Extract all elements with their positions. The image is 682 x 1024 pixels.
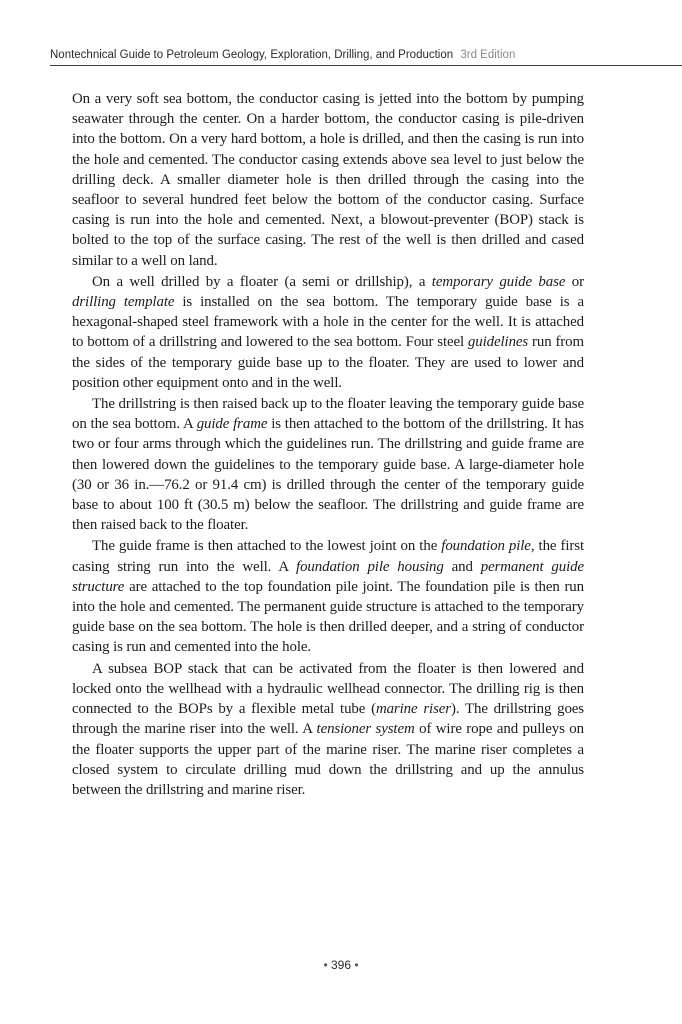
italic-term: guidelines [467,334,529,351]
text-run: On a well drilled by a floater (a semi or drillship), a [92,273,432,290]
text-run: is installed on the sea bottom. The temporary guide base is a hexagonal-shaped steel framework with a hole in the center for the well. It is attached to bottom of a drillstring and lowered to the sea bottom. Four steel [72,294,584,351]
text-run: ). The drillstring goes through the marine riser into the well. A [72,701,584,738]
header-rule [50,65,682,66]
text-run: and [443,558,481,575]
text-run: On a very soft sea bottom, the conductor casing is jetted into the bottom by pumping seawater through the center. On a harder bottom, the conductor casing is pile-driven into the bottom. On a very hard bottom, a hole is drilled, and then the casing is run into the hole and cemented. The conductor casing extends above sea level to just below the drilling deck. A smaller diameter hole is then drilled through the casing into the seafloor to several hundred feet below the bottom of the conductor casing. Surface casing is run into the hole and cemented. Next, a blowout-preventer (BOP) stack is bolted to the top of the surface casing. The rest of the well is then drilled and cased similar to a well on land. [72,91,584,269]
edition-label: 3rd Edition [460,49,516,61]
folio-ornament-right: • [354,958,359,972]
italic-term: guide frame [196,416,268,433]
paragraph [72,272,584,393]
italic-term: foundation pile [441,538,531,555]
book-title: Nontechnical Guide to Petroleum Geology, Exploration, Drilling, and Production [50,49,454,61]
paragraph [72,89,584,271]
folio-ornament-left: • [323,958,328,972]
page-footer [0,958,682,972]
running-header [50,47,682,66]
text-run: are attached to the top foundation pile joint. The foundation pile is then run into the hole and cemented. The permanent guide structure is attached to the temporary guide base on the sea bottom. The hole is then drilled deeper, and a string of conductor casing is run and cemented into the hole. [72,578,584,656]
italic-term: drilling template [72,294,175,311]
text-run: A subsea BOP stack that can be activated from the floater is then lowered and locked onto the wellhead with a hydraulic wellhead connector. The drilling rig is then connected to the BOPs by a flexible metal tube ( [72,660,584,718]
paragraph [72,394,584,535]
text-run: or [565,273,584,290]
italic-term: temporary guide base [431,273,566,290]
text-run: The guide frame is then attached to the lowest joint on the [92,538,442,555]
body-text [72,89,584,801]
italic-term: foundation pile housing [296,558,444,575]
text-run: run from the sides of the temporary guide base up to the floater. They are used to lower and position other equipment onto and in the well. [72,334,584,391]
paragraph [72,659,584,800]
page-number: 396 [330,958,352,972]
text-run: , the first casing string run into the well. A [72,538,584,575]
italic-term: tensioner system [316,721,415,738]
italic-term: marine riser [375,701,451,718]
text-run: is then attached to the bottom of the drillstring. It has two or four arms through which the guidelines run. The drillstring and guide frame are then lowered down the guidelines to the temporary guide base. A large-diameter hole (30 or 36 in.—76.2 or 91.4 cm) is drilled through the center of the temporary guide base to about 100 ft (30.5 m) below the seafloor. The drillstring and guide frame are then raised back to the floater. [72,416,584,534]
italic-term: permanent guide structure [72,558,584,595]
text-run: The drillstring is then raised back up to the floater leaving the temporary guide base on the sea bottom. A [72,396,584,433]
text-run: of wire rope and pulleys on the floater supports the upper part of the marine riser. The marine riser completes a closed system to circulate drilling mud down the drillstring and up the annulus between the drillstring and marine riser. [72,721,584,798]
paragraph [72,536,584,657]
